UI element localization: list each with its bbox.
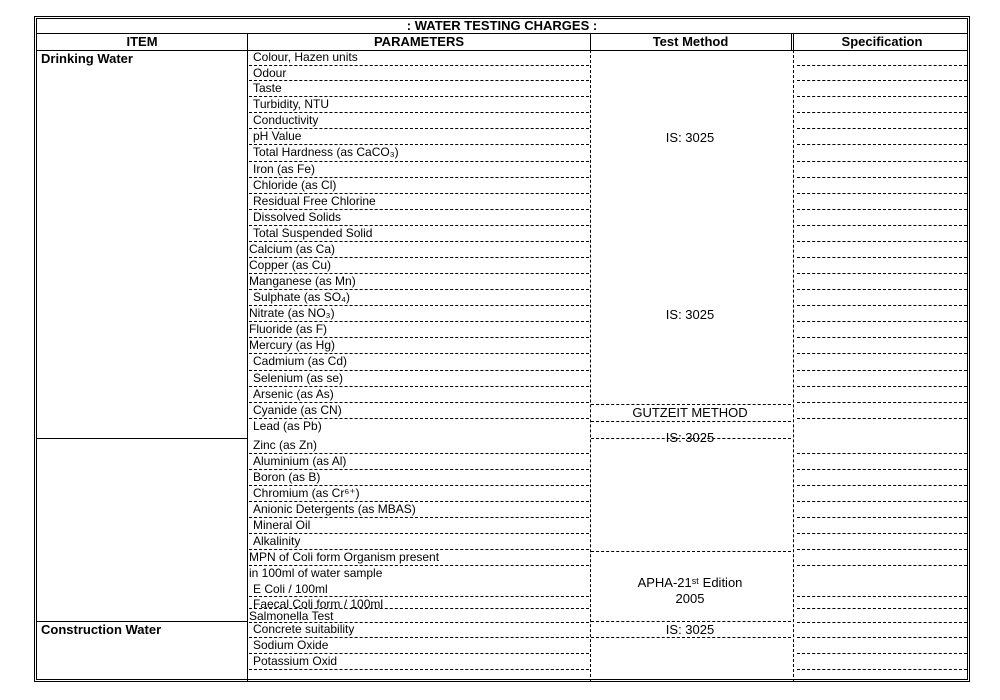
parameter-cell: Total Hardness (as CaCO₃)	[253, 145, 399, 159]
parameter-cell: Iron (as Fe)	[253, 162, 316, 176]
spec-row-divider	[797, 485, 967, 486]
method-separator	[591, 551, 791, 552]
row-divider	[249, 353, 589, 354]
row-divider	[249, 608, 589, 609]
parameter-cell: Colour, Hazen units	[253, 50, 358, 64]
spec-row-divider	[797, 501, 967, 502]
parameter-cell: Aluminium (as Al)	[253, 454, 347, 468]
parameter-cell: Concrete suitability	[253, 622, 355, 636]
spec-row-divider	[797, 193, 967, 194]
row-divider	[249, 257, 589, 258]
spec-row-divider	[797, 209, 967, 210]
row-divider	[249, 453, 589, 454]
parameter-cell: Copper (as Cu)	[249, 258, 332, 272]
row-divider	[249, 402, 589, 403]
parameter-cell: Anionic Detergents (as MBAS)	[253, 502, 416, 516]
parameter-cell: Sulphate (as SO₄)	[253, 290, 350, 304]
method-apha: APHA-21ˢᵗ Edition	[637, 575, 743, 590]
row-divider	[249, 209, 589, 210]
parameter-cell: Chloride (as Cl)	[253, 178, 337, 192]
row-divider	[249, 241, 589, 242]
row-divider	[249, 337, 589, 338]
spec-row-divider	[797, 225, 967, 226]
spec-row-divider	[797, 596, 967, 597]
spec-row-divider	[797, 453, 967, 454]
row-divider	[249, 161, 589, 162]
spec-row-divider	[797, 273, 967, 274]
spec-row-divider	[797, 637, 967, 638]
header-item: ITEM	[126, 34, 158, 49]
spec-row-divider	[797, 65, 967, 66]
row-divider	[249, 289, 589, 290]
row-divider	[249, 370, 589, 371]
method-apha-year: 2005	[675, 591, 705, 606]
row-divider	[249, 225, 589, 226]
method-is3025: IS: 3025	[665, 307, 715, 322]
spec-row-divider	[797, 257, 967, 258]
item-separator	[37, 438, 247, 439]
col-divider-method-header	[791, 34, 794, 50]
row-divider	[249, 517, 589, 518]
method-separator	[591, 404, 791, 405]
method-is3025: IS: 3025	[665, 430, 715, 445]
spec-row-divider	[797, 622, 967, 623]
spec-row-divider	[797, 402, 967, 403]
spec-row-divider	[797, 386, 967, 387]
col-divider-param-header	[590, 34, 591, 50]
spec-row-divider	[797, 469, 967, 470]
header-parameters: PARAMETERS	[373, 34, 465, 49]
method-separator	[591, 621, 791, 622]
parameter-cell: pH Value	[253, 129, 302, 143]
row-divider	[249, 637, 589, 638]
header-specification: Specification	[841, 34, 923, 49]
spec-row-divider	[797, 549, 967, 550]
row-divider	[249, 273, 589, 274]
parameter-cell: Odour	[253, 66, 287, 80]
row-divider	[249, 128, 589, 129]
col-divider-method	[793, 50, 795, 682]
item-drinking-water: Drinking Water	[41, 51, 133, 66]
method-separator	[591, 421, 791, 422]
row-divider	[249, 596, 589, 597]
parameter-cell: Conductivity	[253, 113, 319, 127]
row-divider	[249, 533, 589, 534]
parameter-cell: Manganese (as Mn)	[249, 274, 356, 288]
item-separator	[37, 621, 247, 622]
spec-row-divider	[797, 608, 967, 609]
row-divider	[249, 386, 589, 387]
parameter-cell: Selenium (as se)	[253, 371, 344, 385]
spec-row-divider	[797, 289, 967, 290]
parameter-cell: E Coli / 100ml	[253, 582, 328, 596]
parameter-cell: Potassium Oxid	[253, 654, 338, 668]
parameter-cell: Residual Free Chlorine	[253, 194, 376, 208]
parameter-cell: Calcium (as Ca)	[249, 242, 336, 256]
parameter-cell: Fluoride (as F)	[249, 322, 328, 336]
item-construction-water: Construction Water	[41, 622, 162, 637]
row-divider	[249, 96, 589, 97]
parameter-cell: Chromium (as Cr⁶⁺)	[253, 486, 360, 500]
table-title: : WATER TESTING CHARGES :	[37, 19, 967, 34]
row-divider	[249, 653, 589, 654]
spec-row-divider	[797, 517, 967, 518]
parameter-cell: Total Suspended Solid	[253, 226, 373, 240]
spec-row-divider	[797, 305, 967, 306]
parameter-cell: Turbidity, NTU	[253, 97, 330, 111]
spec-row-divider	[797, 353, 967, 354]
row-divider	[249, 305, 589, 306]
parameter-cell: Nitrate (as NO₃)	[249, 306, 335, 320]
method-separator	[591, 438, 791, 439]
spec-row-divider	[797, 337, 967, 338]
spec-row-divider	[797, 112, 967, 113]
method-separator	[591, 637, 791, 638]
water-testing-table	[34, 16, 970, 682]
parameter-cell: Dissolved Solids	[253, 210, 342, 224]
row-divider	[249, 321, 589, 322]
spec-row-divider	[797, 80, 967, 81]
row-divider	[249, 549, 589, 550]
row-divider	[249, 622, 589, 623]
parameter-cell: Zinc (as Zn)	[253, 438, 318, 452]
parameter-cell: Taste	[253, 81, 282, 95]
row-divider	[249, 669, 589, 670]
parameter-cell: Mercury (as Hg)	[249, 338, 336, 352]
spec-row-divider	[797, 321, 967, 322]
method-gutzeit: GUTZEIT METHOD	[632, 405, 748, 420]
spec-row-divider	[797, 128, 967, 129]
parameter-cell: Boron (as B)	[253, 470, 321, 484]
header-test-method: Test Method	[652, 34, 729, 49]
parameter-cell: in 100ml of water sample	[249, 566, 383, 580]
spec-row-divider	[797, 241, 967, 242]
parameter-cell: Salmonella Test	[249, 609, 334, 623]
parameter-cell: Cyanide (as CN)	[253, 403, 342, 417]
parameter-cell: MPN of Coli form Organism present	[249, 550, 440, 564]
row-divider	[249, 418, 589, 419]
spec-row-divider	[797, 370, 967, 371]
spec-row-divider	[797, 161, 967, 162]
parameter-cell: Faecal Coli form / 100ml	[253, 597, 384, 611]
row-divider	[249, 501, 589, 502]
method-is3025: IS: 3025	[665, 130, 715, 145]
spec-row-divider	[797, 144, 967, 145]
spec-row-divider	[797, 533, 967, 534]
row-divider	[249, 144, 589, 145]
row-divider	[249, 485, 589, 486]
parameter-cell: Lead (as Pb)	[253, 419, 322, 433]
spec-row-divider	[797, 669, 967, 670]
spec-row-divider	[797, 565, 967, 566]
row-divider	[249, 565, 589, 566]
row-divider	[249, 80, 589, 81]
parameter-cell: Cadmium (as Cd)	[253, 354, 348, 368]
spec-row-divider	[797, 177, 967, 178]
row-divider	[249, 112, 589, 113]
parameter-cell: Mineral Oil	[253, 518, 311, 532]
parameter-cell: Alkalinity	[253, 534, 301, 548]
spec-row-divider	[797, 653, 967, 654]
row-divider	[249, 177, 589, 178]
parameter-cell: Sodium Oxide	[253, 638, 329, 652]
row-divider	[249, 65, 589, 66]
row-divider	[249, 469, 589, 470]
col-divider-item	[247, 34, 248, 682]
header-row	[37, 34, 967, 51]
parameter-cell: Arsenic (as As)	[253, 387, 334, 401]
spec-row-divider	[797, 418, 967, 419]
spec-row-divider	[797, 96, 967, 97]
method-is3025: IS: 3025	[665, 622, 715, 637]
row-divider	[249, 193, 589, 194]
